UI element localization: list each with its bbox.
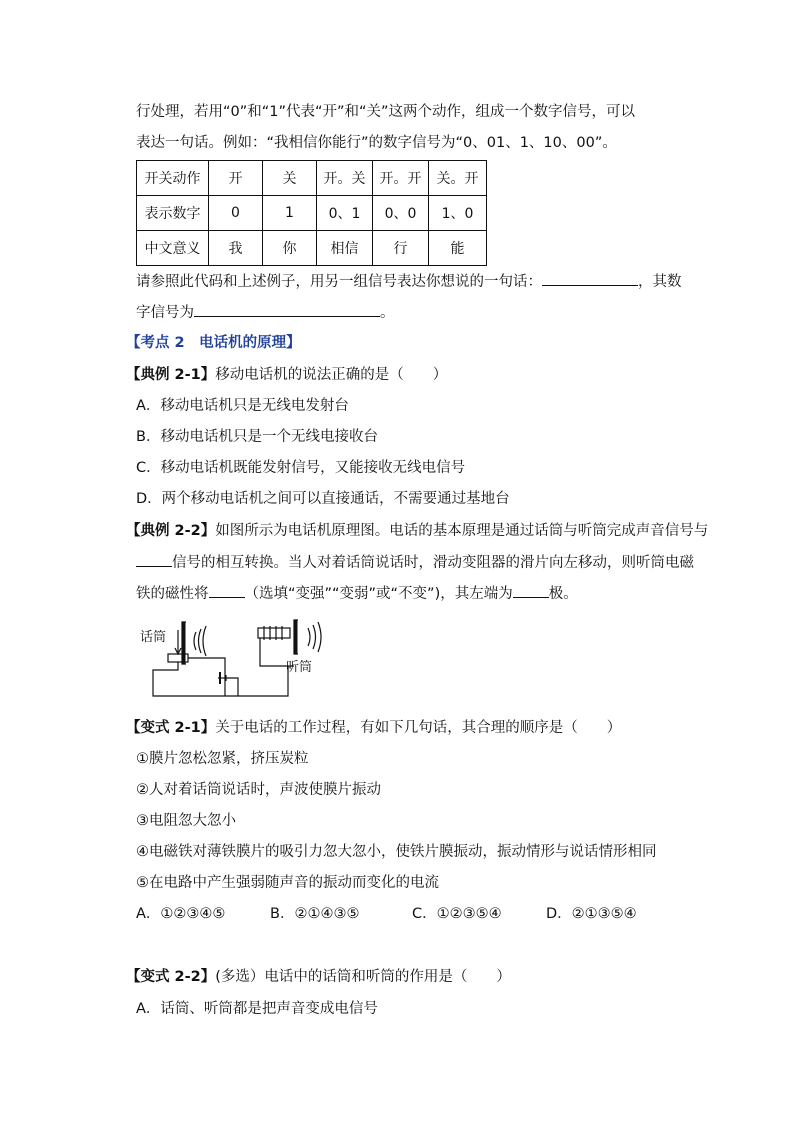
question-text: 铁的磁性将 — [136, 586, 209, 602]
signal-table — [136, 160, 487, 266]
table-cell: 行 — [373, 231, 429, 266]
table-cell: 关 — [263, 161, 317, 196]
choice-c: C．①②③⑤④ — [412, 906, 502, 922]
choice-b: B．②①④③⑤ — [270, 906, 360, 922]
prompt-text: 。 — [380, 305, 395, 321]
intro-line-1: 行处理，若用“0”和“1”代表“开”和“关”这两个动作，组成一个数字信号，可以 — [136, 104, 636, 120]
question-text: （选填“变强”“变弱”或“不变”)，其左端为 — [244, 586, 513, 602]
step-5: ⑤在电路中产生强弱随声音的振动而变化的电流 — [136, 875, 439, 891]
option-a: A．移动电话机只是无线电发射台 — [136, 398, 349, 414]
row-header: 表示数字 — [137, 196, 209, 231]
choice-a: A．①②③④⑤ — [136, 906, 226, 922]
question-tag: 【变式 2-1】 — [126, 720, 216, 736]
table-cell: 1、0 — [429, 196, 487, 231]
table-cell: 我 — [209, 231, 263, 266]
electromagnet-coil-icon — [258, 628, 290, 638]
question-text: (多选）电话中的话筒和听筒的作用是（ ） — [215, 969, 511, 985]
prompt-text: 字信号为 — [136, 305, 194, 321]
question-2-2 — [126, 521, 708, 541]
option-c: C．移动电话机既能发射信号，又能接收无线电信号 — [136, 460, 466, 476]
intro-line-2: 表达一句话。例如：“我相信你能行”的数字信号为“0、01、1、10、00”。 — [136, 135, 617, 151]
table-row — [137, 196, 487, 231]
step-4: ④电磁铁对薄铁膜片的吸引力忽大忽小，使铁片膜振动，振动情形与说话情形相同 — [136, 844, 657, 860]
answer-blank[interactable] — [136, 552, 172, 567]
option-b: B．移动电话机只是一个无线电接收台 — [136, 429, 378, 445]
question-2-1 — [126, 365, 447, 385]
step-1: ①膜片忽松忽紧，挤压炭粒 — [136, 751, 309, 767]
answer-blank[interactable] — [542, 271, 638, 286]
section-heading: 【考点 2 电话机的原理】 — [126, 335, 301, 351]
table-cell: 能 — [429, 231, 487, 266]
option-d: D．两个移动电话机之间可以直接通话，不需要通过基地台 — [136, 491, 510, 507]
question-text: 如图所示为电话机原理图。电话的基本原理是通过话筒与听筒完成声音信号与 — [215, 523, 709, 539]
table-cell: 1 — [263, 196, 317, 231]
table-cell: 开 — [209, 161, 263, 196]
question-text: 极。 — [548, 586, 578, 602]
step-3: ③电阻忽大忽小 — [136, 813, 236, 829]
row-header: 中文意义 — [137, 231, 209, 266]
table-cell: 开。关 — [317, 161, 373, 196]
sound-wave-icon — [308, 628, 310, 646]
sound-wave-icon — [194, 632, 196, 650]
answer-blank[interactable] — [194, 302, 380, 317]
telephone-circuit-diagram — [140, 612, 330, 702]
question-text: 信号的相互转换。当人对着话筒说话时，滑动变阻器的滑片向左移动，则听筒电磁 — [172, 555, 694, 571]
choice-d: D．②①③⑤④ — [546, 906, 637, 922]
question-text: 关于电话的工作过程，有如下几句话，其合理的顺序是（ ） — [215, 720, 622, 736]
question-text: 移动电话机的说法正确的是（ ） — [215, 367, 448, 383]
question-variant-2-1 — [126, 718, 621, 738]
prompt-line-2 — [136, 302, 395, 323]
prompt-line-1 — [136, 271, 682, 292]
row-header: 开关动作 — [137, 161, 209, 196]
question-tag: 【典例 2-2】 — [126, 523, 216, 539]
step-2: ②人对着话筒说话时，声波使膜片振动 — [136, 782, 381, 798]
table-cell: 0 — [209, 196, 263, 231]
option-a: A．话筒、听筒都是把声音变成电信号 — [136, 1001, 378, 1017]
microphone-label: 话筒 — [140, 630, 167, 645]
table-cell: 0、1 — [317, 196, 373, 231]
answer-blank[interactable] — [513, 583, 549, 598]
question-2-2-line-2 — [136, 552, 694, 573]
question-tag: 【变式 2-2】 — [126, 969, 216, 985]
table-cell: 你 — [263, 231, 317, 266]
table-row — [137, 161, 487, 196]
prompt-text: ，其数 — [638, 274, 682, 290]
receiver-label: 听筒 — [286, 660, 313, 675]
table-cell: 关。开 — [429, 161, 487, 196]
question-variant-2-2 — [126, 967, 511, 987]
table-row — [137, 231, 487, 266]
question-2-2-line-3 — [136, 583, 578, 604]
table-cell: 开。开 — [373, 161, 429, 196]
table-cell: 相信 — [317, 231, 373, 266]
table-cell: 0、0 — [373, 196, 429, 231]
prompt-text: 请参照此代码和上述例子，用另一组信号表达你想说的一句话： — [136, 274, 542, 290]
question-tag: 【典例 2-1】 — [126, 367, 216, 383]
answer-blank[interactable] — [209, 583, 245, 598]
